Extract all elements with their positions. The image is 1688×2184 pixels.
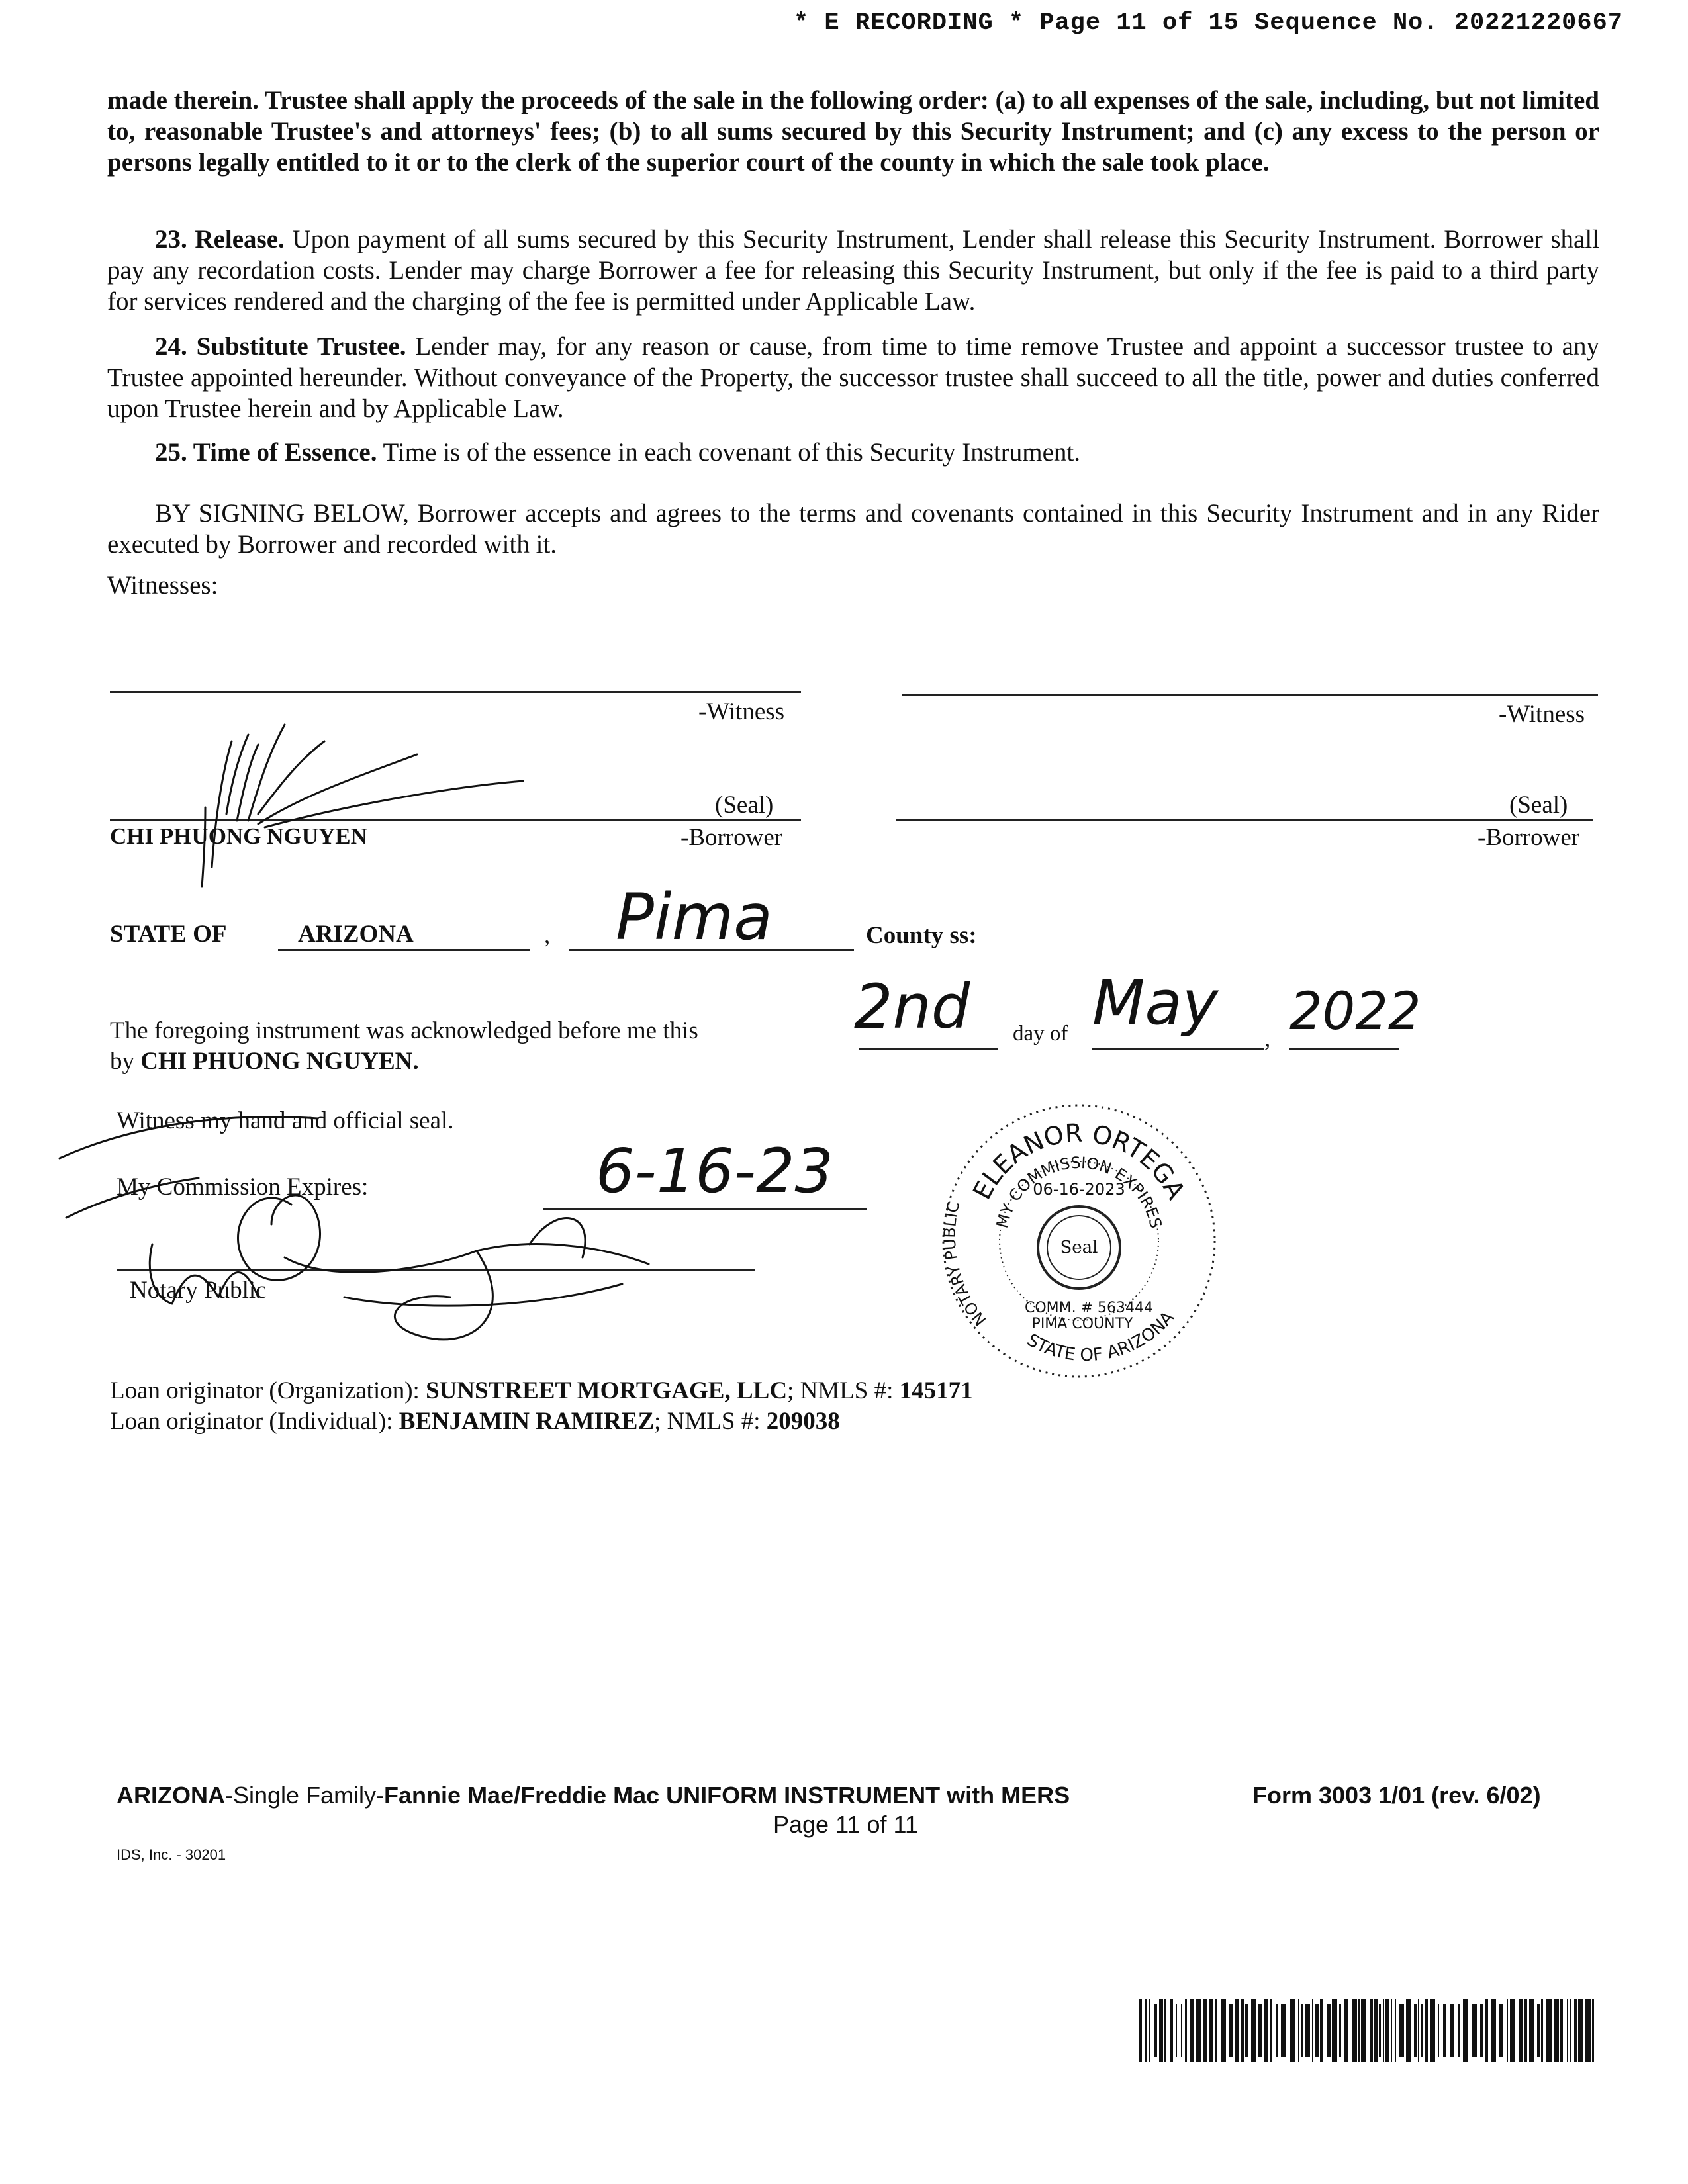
barcode-bar (1170, 1999, 1173, 2062)
barcode-bar (1139, 1999, 1142, 2062)
barcode-bar (1510, 1999, 1515, 2062)
witness-label-left: -Witness (698, 698, 785, 725)
barcode-bar (1298, 1999, 1299, 2062)
barcode-bar (1438, 2004, 1439, 2057)
barcode-bar (1245, 2004, 1248, 2057)
org-nmls: 145171 (899, 1377, 973, 1404)
barcode-bar (1524, 1999, 1527, 2062)
barcode-bar (1585, 1999, 1591, 2062)
year-comma: , (1264, 1025, 1271, 1052)
signing-statement: BY SIGNING BELOW, Borrower accepts and agrees to the terms and covenants contained in this Security Instrument and in any Rider executed by Borrower and recorded with it. (107, 499, 1599, 559)
barcode-bar (1570, 1999, 1571, 2062)
borrower-line-right (896, 819, 1593, 821)
barcode-bar (1264, 1999, 1268, 2062)
barcode-bar (1176, 2004, 1177, 2057)
acknowledged-name: CHI PHUONG NGUYEN. (140, 1048, 419, 1075)
ind-nmls-label: ; NMLS #: (654, 1408, 767, 1435)
org-nmls-label: ; NMLS #: (787, 1377, 900, 1404)
barcode-bar (1592, 1999, 1594, 2062)
org-label: Loan originator (Organization): (110, 1377, 426, 1404)
barcode-bar (1491, 1999, 1496, 2062)
stamp-seal-word: Seal (1060, 1238, 1098, 1257)
borrower-label-right: -Borrower (1477, 824, 1580, 851)
by-prefix: by (110, 1048, 141, 1075)
barcode-bar (1339, 2004, 1341, 2057)
barcode-bar (1395, 1999, 1396, 2062)
acknowledgment-line-2 (110, 1047, 419, 1075)
stamp-commission: MY COMMISSION EXPIRES (992, 1153, 1166, 1230)
barcode-bar (1485, 1999, 1488, 2062)
section-24-substitute-trustee (107, 331, 1599, 424)
footer-form-number: Form 3003 1/01 (rev. 6/02) (1252, 1782, 1541, 1809)
form-footer-title (117, 1782, 1070, 1809)
barcode-bar (1305, 2004, 1310, 2057)
stamp-comm-no: COMM. # 563444 (1024, 1300, 1154, 1316)
month-underline (1092, 1048, 1264, 1050)
barcode-bar (1418, 1999, 1419, 2062)
section-24-text: Lender may, for any reason or cause, from time to time remove Trustee and appoint a successor trustee to any Trustee appointed hereunder. Without conveyance of the Property, the successor trustee shall succeed to all the title, power and duties conferred upon Trustee herein and by Applicable Law. (107, 332, 1599, 423)
barcode-bar (1458, 2004, 1460, 2057)
day-handwritten: 2nd (854, 972, 970, 1042)
footer-type: -Single Family- (225, 1782, 385, 1809)
footer-state: ARIZONA (117, 1782, 225, 1809)
barcode-bar (1472, 2004, 1477, 2057)
barcode-bar (1379, 2004, 1381, 2057)
barcode-bar (1344, 1999, 1348, 2062)
barcode-bar (1507, 1999, 1508, 2062)
barcode-bar (1529, 1999, 1534, 2062)
barcode-bar (1385, 1999, 1389, 2062)
barcode-bar (1567, 1999, 1568, 2062)
section-23-title: 23. Release. (155, 225, 285, 253)
witness-line-left (110, 691, 801, 693)
barcode-bar (1560, 1999, 1563, 2062)
barcode-bar (1185, 1999, 1187, 2062)
barcode-bar (1443, 2004, 1446, 2057)
barcode-bar (1190, 1999, 1194, 2062)
year-handwritten: 2022 (1289, 982, 1421, 1042)
barcode-bar (1258, 2004, 1262, 2057)
ind-nmls: 209038 (766, 1408, 840, 1435)
borrower-signature (165, 715, 549, 893)
barcode-bar (1480, 2004, 1483, 2057)
witness-line-right (902, 694, 1598, 696)
barcode-bar (1235, 1999, 1239, 2062)
year-underline (1289, 1048, 1399, 1050)
barcode-bar (1251, 1999, 1256, 2062)
notary-public-label: Notary Public (130, 1277, 267, 1304)
barcode-bar (1352, 1999, 1357, 2062)
ind-label: Loan originator (Individual): (110, 1408, 399, 1435)
barcode-bar (1370, 1999, 1373, 2062)
svg-text:NOTARY PUBLIC (941, 1200, 990, 1330)
barcode-bar (1301, 2004, 1303, 2057)
barcode-bar (1414, 2004, 1417, 2057)
footer-instrument: Fannie Mae/Freddie Mac UNIFORM INSTRUMENT with MERS (384, 1782, 1070, 1809)
section-25-title: 25. Time of Essence. (155, 438, 377, 467)
barcode-bar (1327, 2004, 1331, 2057)
county-ss-label: County ss: (866, 922, 977, 949)
barcode-bar (1209, 1999, 1213, 2062)
day-underline (859, 1048, 998, 1050)
barcode-bar (1463, 1999, 1468, 2062)
barcode-bar (1159, 1999, 1163, 2062)
stamp-left-text: NOTARY PUBLIC (940, 1199, 990, 1330)
barcode-bar (1541, 1999, 1543, 2062)
state-underline (278, 949, 530, 951)
borrower-name: CHI PHUONG NGUYEN (110, 823, 367, 849)
barcode-bar (1164, 1999, 1166, 2062)
barcode-bar (1281, 2004, 1286, 2057)
footer-ids: IDS, Inc. - 30201 (117, 1846, 226, 1863)
barcode-bar (1270, 1999, 1272, 2062)
originator-individual (110, 1407, 840, 1435)
barcode-bar (1181, 2004, 1182, 2057)
state-value: ARIZONA (298, 921, 414, 948)
stamp-county: PIMA COUNTY (1031, 1316, 1133, 1332)
month-handwritten: May (1092, 968, 1219, 1038)
barcode-bar (1241, 1999, 1244, 2062)
stamp-bottom-text: STATE OF ARIZONA (1023, 1308, 1178, 1366)
notary-stamp (927, 1089, 1231, 1393)
barcode-bar (1430, 1999, 1435, 2062)
barcode-bar (1203, 1999, 1207, 2062)
stamp-date: 06-16-2023 (1033, 1180, 1125, 1199)
barcode-bar (1537, 2004, 1540, 2057)
barcode-bar (1149, 1999, 1150, 2062)
section-24-title: 24. Substitute Trustee. (155, 332, 406, 361)
barcode-bar (1290, 1999, 1295, 2062)
ind-name: BENJAMIN RAMIREZ (399, 1408, 655, 1435)
acknowledgment-line-1: The foregoing instrument was acknowledged before me this (110, 1017, 698, 1044)
barcode-bar (1574, 1999, 1577, 2062)
barcode-bar (1312, 1999, 1313, 2062)
barcode-bar (1406, 1999, 1411, 2062)
section-23-release (107, 224, 1599, 317)
barcode-bar (1391, 1999, 1392, 2062)
witnesses-label: Witnesses: (107, 571, 218, 600)
barcode-bar (1154, 2004, 1157, 2057)
barcode-bar (1399, 2004, 1404, 2057)
seal-label-right: (Seal) (1509, 792, 1568, 819)
witness-hand-seal: Witness my hand and official seal. (117, 1107, 454, 1134)
barcode (1139, 1999, 1602, 2062)
barcode-bar (1450, 2004, 1454, 2057)
seal-label-left: (Seal) (715, 792, 774, 819)
state-comma: , (544, 922, 551, 949)
expires-handwritten: 6-16-23 (596, 1136, 834, 1206)
commission-expires-label: My Commission Expires: (117, 1173, 369, 1201)
barcode-bar (1221, 1999, 1226, 2062)
barcode-bar (1554, 1999, 1559, 2062)
barcode-bar (1374, 1999, 1378, 2062)
barcode-bar (1358, 1999, 1360, 2062)
footer-page: Page 11 of 11 (773, 1811, 918, 1838)
notary-signature (53, 1099, 768, 1377)
barcode-bar (1196, 1999, 1201, 2062)
county-handwritten: Pima (616, 880, 773, 954)
barcode-bar (1276, 2004, 1278, 2057)
originator-organization (110, 1377, 973, 1405)
barcode-bar (1315, 2004, 1319, 2057)
day-of-label: day of (1013, 1022, 1068, 1046)
barcode-bar (1332, 1999, 1337, 2062)
barcode-bar (1519, 1999, 1523, 2062)
barcode-bar (1499, 2004, 1503, 2057)
barcode-bar (1361, 1999, 1366, 2062)
barcode-bar (1425, 1999, 1428, 2062)
org-name: SUNSTREET MORTGAGE, LLC (426, 1377, 788, 1404)
barcode-bar (1215, 1999, 1217, 2062)
section-25-time-of-essence (107, 437, 1599, 468)
stamp-name: ELEANOR ORTEGA (967, 1118, 1191, 1205)
barcode-bar (1421, 2004, 1423, 2057)
section-25-text: Time is of the essence in each covenant of this Security Instrument. (377, 438, 1080, 467)
sale-proceeds-paragraph: made therein. Trustee shall apply the proceeds of the sale in the following order: (a) to all expenses of the sale, including, but not limited to, reasonable Trustee's and attorneys' fees; (b) to all sums secured by this Security Instrument; and (c) any excess to the person or persons legally entitled to it or to the clerk of the superior court of the county in which the sale took place. (107, 86, 1599, 177)
barcode-bar (1320, 1999, 1323, 2062)
state-of-label: STATE OF (110, 921, 227, 948)
barcode-bar (1383, 1999, 1384, 2062)
barcode-bar (1145, 1999, 1147, 2062)
barcode-bar (1578, 1999, 1583, 2062)
recording-header: * E RECORDING * Page 11 of 15 Sequence No. 20221220667 (794, 9, 1623, 37)
barcode-bar (1229, 2004, 1233, 2057)
borrower-label-left: -Borrower (680, 824, 783, 851)
section-23-text: Upon payment of all sums secured by this Security Instrument, Lender shall release this Security Instrument. Borrower shall pay any recordation costs. Lender may charge Borrower a fee for releasing this Security Instrument, but only if the fee is paid to a third party for services rendered and the charging of the fee is permitted under Applicable Law. (107, 225, 1599, 316)
witness-label-right: -Witness (1499, 701, 1585, 728)
barcode-bar (1546, 1999, 1552, 2062)
